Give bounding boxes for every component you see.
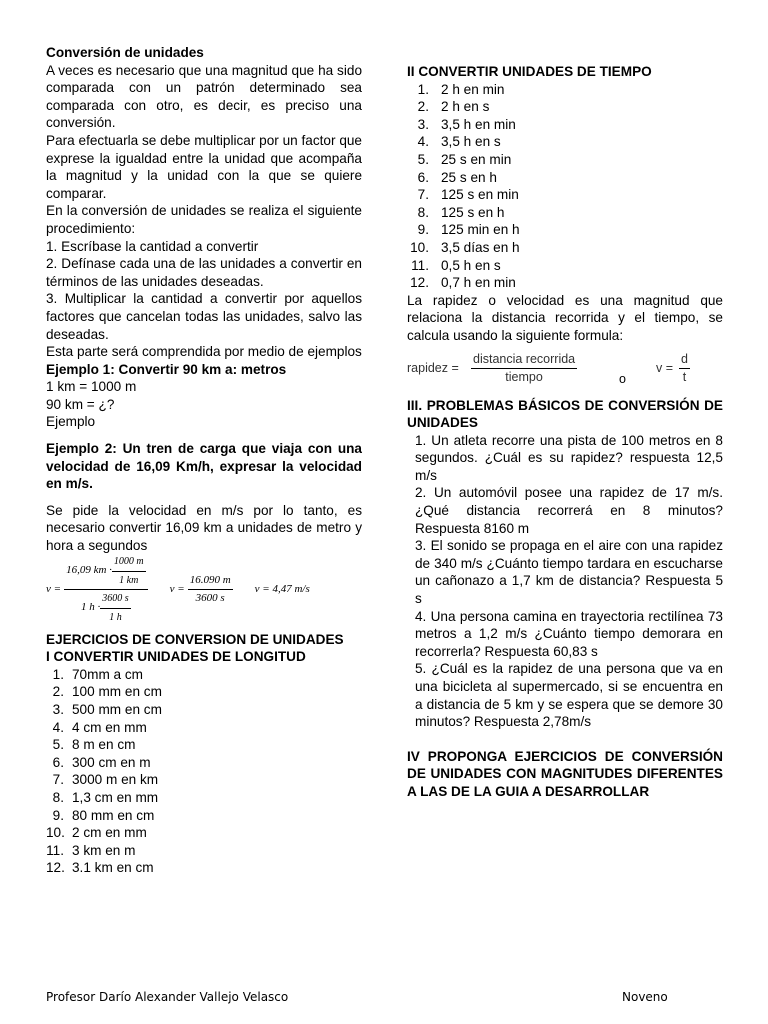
section-title: II CONVERTIR UNIDADES DE TIEMPO bbox=[407, 64, 652, 79]
right-column bbox=[407, 63, 723, 801]
list-item-text: 125 s en h bbox=[441, 204, 505, 220]
list-item-number: 8. bbox=[52, 789, 64, 805]
example-title: Ejemplo 1: Convertir 90 km a: metros bbox=[46, 361, 287, 377]
list-item-number: 8. bbox=[417, 204, 429, 220]
problem-item: 4. Una persona camina en trayectoria rectilínea 73 metros a 1,2 m/s ¿Cuánto tiempo demorara en recorrerla? Respuesta 60,83 s bbox=[415, 608, 723, 659]
eq-factor-a-num: 1000 m bbox=[112, 553, 146, 572]
list-item bbox=[46, 736, 362, 754]
paragraph: Para efectuarla se debe multiplicar por un factor que exprese la igualdad entre la unidad que acompaña la magnitud y la unidad con la que se quiere comparar. bbox=[46, 132, 362, 201]
list-item bbox=[46, 771, 362, 789]
list-item bbox=[407, 98, 723, 116]
list-item-text: 125 min en h bbox=[441, 222, 520, 238]
list-item bbox=[46, 719, 362, 737]
list-item-text: 25 s en h bbox=[441, 169, 497, 185]
list-item-text: 3000 m en km bbox=[72, 772, 159, 788]
formula-lhs: rapidez = bbox=[407, 360, 459, 375]
list-item-text: 2 cm en mm bbox=[72, 825, 147, 841]
list-item-number: 12. bbox=[46, 860, 65, 876]
footer-grade: Noveno bbox=[622, 990, 668, 1004]
list-item bbox=[46, 701, 362, 719]
list-item-text: 3.1 km en cm bbox=[72, 860, 154, 876]
list-item-number: 6. bbox=[52, 754, 64, 770]
list-item-number: 9. bbox=[52, 807, 64, 823]
list-item bbox=[46, 754, 362, 772]
list-item bbox=[407, 133, 723, 151]
example-line: 1 km = 1000 m bbox=[46, 379, 137, 395]
list-item bbox=[407, 221, 723, 239]
eq-v-label-2: v = bbox=[169, 582, 185, 595]
list-item bbox=[46, 842, 362, 860]
list-item bbox=[46, 666, 362, 684]
list-item bbox=[46, 824, 362, 842]
exercises-title: EJERCICIOS DE CONVERSION DE UNIDADES bbox=[46, 631, 344, 647]
eq-v-label: v = bbox=[46, 582, 62, 595]
proposal-title: IV PROPONGA EJERCICIOS DE CONVERSIÓN DE UNIDADES CON MAGNITUDES DIFERENTES A LAS DE LA GUIA A DESARROLLAR bbox=[407, 748, 723, 799]
problem-item: 1. Un atleta recorre una pista de 100 metros en 8 segundos. ¿Cuál es su rapidez? respuesta 12,5 m/s bbox=[415, 432, 723, 483]
formula-or: o bbox=[619, 371, 626, 386]
exercises-subtitle: I CONVERTIR UNIDADES DE LONGITUD bbox=[46, 649, 306, 665]
list-item-text: 500 mm en cm bbox=[72, 702, 162, 717]
section-title: Conversión de unidades bbox=[46, 45, 204, 60]
example-line: 90 km = ¿? bbox=[46, 396, 115, 412]
time-exercise-list bbox=[407, 81, 723, 292]
list-item-text: 100 mm en cm bbox=[72, 684, 162, 700]
problem-item: 5. ¿Cuál es la rapidez de una persona que va en una bicicleta al supermercado, si se encuentra en a distancia de 5 km y se espera que se demore 30 minutos? Respuesta 2,78m/s bbox=[415, 661, 723, 730]
paragraph: Se pide la velocidad en m/s por lo tanto, es necesario convertir 16,09 km a unidades de metro y hora a segundos bbox=[46, 502, 362, 554]
list-item-text: 8 m en cm bbox=[72, 737, 136, 753]
list-item-number: 7. bbox=[52, 772, 64, 788]
procedure-step: 2. Defínase cada una de las unidades a convertir en términos de las unidades deseadas. bbox=[46, 256, 362, 289]
formula-v: v = bbox=[656, 360, 674, 375]
eq-result: v = 4,47 m/s bbox=[254, 582, 310, 595]
left-column bbox=[46, 44, 362, 877]
footer-author: Profesor Darío Alexander Vallejo Velasco bbox=[46, 990, 289, 1004]
list-item-number: 2. bbox=[417, 99, 429, 115]
length-exercise-list bbox=[46, 666, 362, 877]
list-item-number: 11. bbox=[411, 257, 429, 273]
example-line: Ejemplo bbox=[46, 414, 96, 430]
list-item-number: 12. bbox=[410, 275, 429, 291]
procedure-step: 3. Multiplicar la cantidad a convertir por aquellos factores que cancelan todas las unidades, salvo las deseadas. bbox=[46, 291, 362, 342]
list-item bbox=[407, 151, 723, 169]
list-item bbox=[407, 274, 723, 292]
list-item-number: 10. bbox=[410, 239, 429, 255]
list-item-number: 5. bbox=[52, 737, 64, 753]
list-item-text: 3,5 h en min bbox=[441, 116, 516, 132]
list-item-text: 4 cm en mm bbox=[72, 719, 147, 735]
paragraph: Esta parte será comprendida por medio de ejemplos bbox=[46, 344, 362, 360]
problem-item: 2. Un automóvil posee una rapidez de 17 m/s. ¿Qué distancia recorrerá en 8 minutos? Respuesta 8160 m bbox=[415, 485, 723, 536]
list-item-number: 10. bbox=[46, 825, 65, 841]
list-item-text: 25 s en min bbox=[441, 151, 512, 167]
list-item-text: 300 cm en m bbox=[72, 754, 151, 770]
list-item-text: 70mm a cm bbox=[72, 666, 144, 682]
eq-second-fraction: $\frac{16.090 m}{3600 s}$ bbox=[189, 573, 231, 605]
list-item bbox=[407, 116, 723, 134]
list-item bbox=[407, 239, 723, 257]
problem-list bbox=[407, 432, 723, 731]
list-item-number: 6. bbox=[417, 169, 429, 185]
list-item bbox=[407, 169, 723, 187]
eq-denominator-a: 1 h · bbox=[81, 601, 101, 614]
eq-factor-a-den: 1 km bbox=[119, 574, 139, 586]
eq-main-fraction bbox=[64, 553, 148, 626]
list-item-text: 125 s en min bbox=[441, 187, 519, 203]
list-item-text: 2 h en s bbox=[441, 99, 490, 115]
speed-formula bbox=[407, 351, 723, 387]
list-item-text: 1,3 cm en mm bbox=[72, 789, 159, 805]
list-item bbox=[407, 257, 723, 275]
list-item-number: 1. bbox=[417, 81, 429, 97]
formula-vdt-fraction: $\frac{d}{t}$ bbox=[681, 351, 688, 385]
list-item bbox=[46, 859, 362, 877]
problems-title: III. PROBLEMAS BÁSICOS DE CONVERSIÓN DE UNIDADES bbox=[407, 397, 723, 431]
list-item bbox=[46, 807, 362, 825]
list-item bbox=[407, 81, 723, 99]
problem-item: 3. El sonido se propaga en el aire con una rapidez de 340 m/s ¿Cuánto tiempo tardara en escucharse un cañonazo a 1,7 km de distancia? Respuesta 5 s bbox=[415, 538, 723, 607]
list-item-text: 80 mm en cm bbox=[72, 807, 155, 823]
list-item-number: 9. bbox=[417, 222, 429, 238]
list-item bbox=[46, 683, 362, 701]
list-item-text: 3 km en m bbox=[72, 842, 136, 858]
list-item-text: 0,7 h en min bbox=[441, 275, 516, 291]
list-item-number: 11. bbox=[46, 842, 64, 858]
paragraph: La rapidez o velocidad es una magnitud que relaciona la distancia recorrida y el tiempo, se calcula usando la siguiente formula: bbox=[407, 292, 723, 343]
list-item-number: 1. bbox=[52, 666, 64, 682]
example-title: Ejemplo 2: Un tren de carga que viaja con una velocidad de 16,09 Km/h, expresar la velocidad en m/s. bbox=[46, 441, 362, 492]
eq-factor-b-num: 3600 s bbox=[100, 590, 130, 609]
list-item-text: 3,5 h en s bbox=[441, 134, 501, 150]
procedure-step: 1. Escríbase la cantidad a convertir bbox=[46, 238, 259, 254]
formula-fraction: distancia recorrida tiempo bbox=[473, 351, 576, 385]
paragraph: A veces es necesario que una magnitud que ha sido comparada con un patrón determinado sea comparada con otro, es decir, es preciso una conversión. bbox=[46, 62, 362, 131]
conversion-equation bbox=[46, 555, 362, 623]
paragraph: En la conversión de unidades se realiza el siguiente procedimiento: bbox=[46, 203, 362, 236]
list-item-text: 2 h en min bbox=[441, 81, 505, 97]
eq-numerator-a: 16,09 km · bbox=[66, 564, 112, 577]
list-item bbox=[407, 204, 723, 222]
list-item bbox=[407, 186, 723, 204]
list-item-number: 3. bbox=[417, 116, 429, 132]
list-item-number: 3. bbox=[52, 702, 64, 717]
eq-factor-b-den: 1 h bbox=[109, 611, 122, 623]
list-item bbox=[46, 789, 362, 807]
list-item-number: 4. bbox=[52, 719, 64, 735]
list-item-number: 5. bbox=[417, 151, 429, 167]
list-item-text: 0,5 h en s bbox=[441, 257, 501, 273]
list-item-number: 7. bbox=[417, 187, 429, 203]
list-item-text: 3,5 días en h bbox=[441, 239, 520, 255]
list-item-number: 2. bbox=[52, 684, 64, 700]
list-item-number: 4. bbox=[417, 134, 429, 150]
